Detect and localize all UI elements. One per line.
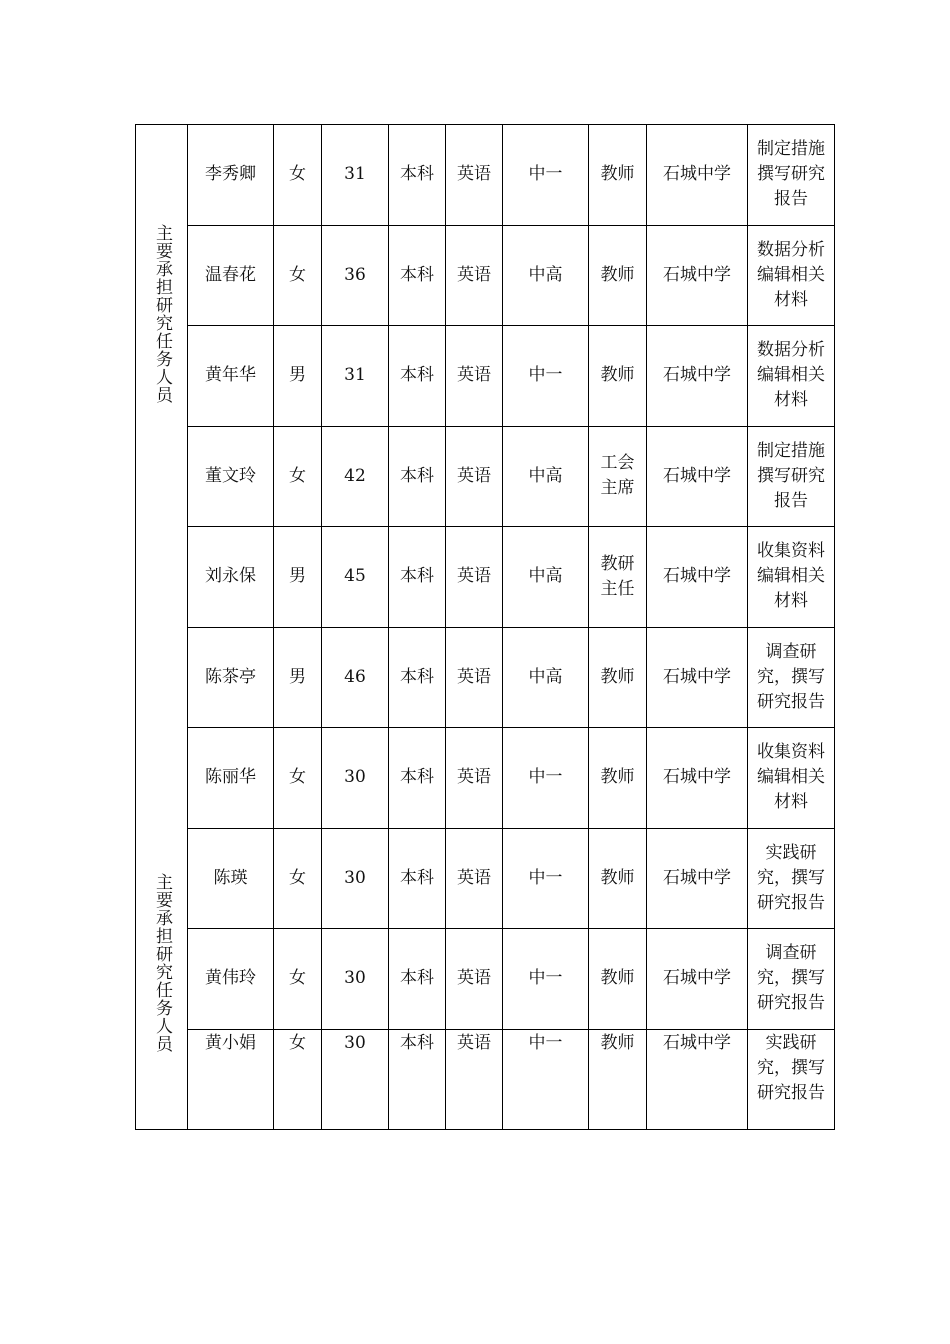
- education-cell: [389, 326, 446, 427]
- school-text: 石城中学: [663, 264, 731, 285]
- name-cell: [188, 225, 274, 326]
- age-text: 30: [344, 968, 366, 989]
- education-text: 本科: [400, 666, 434, 687]
- side-label-cell: [136, 125, 188, 1130]
- name-cell: [188, 828, 274, 929]
- table-row: [136, 326, 835, 427]
- task-cell: [748, 326, 835, 427]
- school-text: 石城中学: [663, 164, 731, 185]
- gender-cell: [274, 1029, 322, 1130]
- name-text: 陈瑛: [213, 867, 248, 888]
- title-cell: [503, 326, 589, 427]
- age-cell: [322, 1029, 389, 1130]
- gender-text: 女: [289, 264, 306, 285]
- title-cell: [503, 929, 589, 1030]
- school-cell: [647, 828, 748, 929]
- title-text: 中高: [528, 264, 563, 285]
- school-cell: [647, 125, 748, 226]
- school-text: 石城中学: [663, 867, 731, 888]
- age-cell: [322, 326, 389, 427]
- position-cell: [589, 728, 647, 829]
- age-cell: [322, 527, 389, 628]
- position-text: 教师: [600, 867, 635, 888]
- school-cell: [647, 527, 748, 628]
- subject-text: 英语: [457, 666, 491, 687]
- name-cell: [188, 1029, 274, 1130]
- school-cell: [647, 225, 748, 326]
- school-text: 石城中学: [663, 1032, 731, 1053]
- age-text: 31: [344, 365, 366, 386]
- task-text: 调查研究，撰写研究报告: [757, 943, 825, 1014]
- task-text: 实践研究，撰写研究报告: [757, 842, 825, 913]
- position-cell: [589, 326, 647, 427]
- table-row: [136, 225, 835, 326]
- subject-cell: [446, 728, 503, 829]
- title-cell: [503, 125, 589, 226]
- task-text: 制定措施撰写研究报告: [757, 440, 825, 511]
- subject-cell: [446, 828, 503, 929]
- position-cell: [589, 1029, 647, 1130]
- gender-cell: [274, 125, 322, 226]
- gender-cell: [274, 326, 322, 427]
- table-row: [136, 527, 835, 628]
- education-cell: [389, 828, 446, 929]
- age-text: 30: [344, 1032, 366, 1053]
- position-cell: [589, 125, 647, 226]
- education-text: 本科: [400, 365, 434, 386]
- gender-text: 女: [289, 968, 306, 989]
- name-cell: [188, 929, 274, 1030]
- name-text: 陈丽华: [205, 767, 256, 788]
- table-body: [136, 125, 835, 1130]
- gender-text: 女: [289, 867, 306, 888]
- task-cell: [748, 426, 835, 527]
- gender-text: 女: [289, 767, 306, 788]
- task-cell: [748, 527, 835, 628]
- name-text: 董文玲: [205, 465, 256, 486]
- name-cell: [188, 326, 274, 427]
- age-text: 30: [344, 767, 366, 788]
- side-label: 主要承担研究任务人员: [152, 873, 172, 1053]
- name-text: 黄小娟: [205, 1032, 256, 1053]
- school-text: 石城中学: [663, 968, 731, 989]
- subject-text: 英语: [457, 1032, 491, 1053]
- gender-cell: [274, 225, 322, 326]
- table-row: [136, 125, 835, 226]
- task-text: 调查研究，撰写研究报告: [757, 641, 825, 712]
- gender-cell: [274, 527, 322, 628]
- school-cell: [647, 728, 748, 829]
- age-cell: [322, 728, 389, 829]
- subject-cell: [446, 326, 503, 427]
- school-cell: [647, 627, 748, 728]
- side-label: 主要承担研究任务人员: [152, 224, 172, 404]
- subject-cell: [446, 225, 503, 326]
- title-text: 中一: [528, 968, 563, 989]
- gender-cell: [274, 828, 322, 929]
- education-text: 本科: [400, 767, 434, 788]
- gender-text: 女: [289, 164, 306, 185]
- position-text: 教师: [600, 968, 635, 989]
- title-text: 中高: [528, 465, 563, 486]
- position-cell: [589, 527, 647, 628]
- title-cell: [503, 225, 589, 326]
- task-cell: [748, 225, 835, 326]
- position-cell: [589, 828, 647, 929]
- school-cell: [647, 1029, 748, 1130]
- school-text: 石城中学: [663, 566, 731, 587]
- position-text: 教师: [600, 164, 635, 185]
- school-text: 石城中学: [663, 365, 731, 386]
- gender-text: 女: [289, 465, 306, 486]
- subject-text: 英语: [457, 867, 491, 888]
- task-text: 实践研究，撰写研究报告: [757, 1032, 825, 1103]
- table-row: [136, 1029, 835, 1130]
- task-cell: [748, 728, 835, 829]
- table-row: [136, 627, 835, 728]
- name-text: 黄年华: [205, 365, 256, 386]
- task-text: 数据分析编辑相关材料: [757, 239, 825, 310]
- gender-text: 男: [289, 566, 306, 587]
- position-text: 教研主任: [600, 553, 635, 599]
- table-row: [136, 426, 835, 527]
- title-text: 中高: [528, 666, 563, 687]
- education-cell: [389, 125, 446, 226]
- gender-text: 女: [289, 1032, 306, 1053]
- education-text: 本科: [400, 264, 434, 285]
- title-text: 中一: [528, 1032, 563, 1053]
- school-text: 石城中学: [663, 767, 731, 788]
- position-text: 教师: [600, 767, 635, 788]
- table-row: [136, 728, 835, 829]
- subject-text: 英语: [457, 566, 491, 587]
- subject-text: 英语: [457, 968, 491, 989]
- age-text: 45: [344, 566, 366, 587]
- name-text: 温春花: [205, 264, 256, 285]
- school-text: 石城中学: [663, 465, 731, 486]
- position-text: 教师: [600, 264, 635, 285]
- age-text: 46: [344, 666, 366, 687]
- subject-text: 英语: [457, 465, 491, 486]
- subject-cell: [446, 929, 503, 1030]
- age-cell: [322, 125, 389, 226]
- name-cell: [188, 426, 274, 527]
- age-text: 31: [344, 164, 366, 185]
- task-text: 收集资料编辑相关材料: [757, 742, 825, 813]
- education-text: 本科: [400, 465, 434, 486]
- school-text: 石城中学: [663, 666, 731, 687]
- gender-cell: [274, 627, 322, 728]
- age-cell: [322, 929, 389, 1030]
- name-cell: [188, 627, 274, 728]
- education-text: 本科: [400, 968, 434, 989]
- staff-table: [135, 124, 835, 1130]
- task-cell: [748, 125, 835, 226]
- education-cell: [389, 225, 446, 326]
- name-text: 李秀卿: [205, 164, 256, 185]
- age-cell: [322, 426, 389, 527]
- subject-text: 英语: [457, 365, 491, 386]
- name-text: 黄伟玲: [205, 968, 256, 989]
- title-text: 中高: [528, 566, 563, 587]
- title-cell: [503, 1029, 589, 1130]
- position-cell: [589, 627, 647, 728]
- position-cell: [589, 426, 647, 527]
- name-text: 陈茶亭: [205, 666, 256, 687]
- title-cell: [503, 728, 589, 829]
- school-cell: [647, 326, 748, 427]
- subject-text: 英语: [457, 264, 491, 285]
- education-cell: [389, 728, 446, 829]
- subject-text: 英语: [457, 767, 491, 788]
- school-cell: [647, 426, 748, 527]
- task-text: 制定措施撰写研究报告: [757, 139, 825, 210]
- position-text: 教师: [600, 666, 635, 687]
- table-row: [136, 828, 835, 929]
- age-cell: [322, 225, 389, 326]
- education-cell: [389, 527, 446, 628]
- education-text: 本科: [400, 164, 434, 185]
- position-text: 教师: [600, 1032, 635, 1053]
- name-cell: [188, 125, 274, 226]
- table-row: [136, 929, 835, 1030]
- subject-cell: [446, 627, 503, 728]
- title-cell: [503, 426, 589, 527]
- title-cell: [503, 828, 589, 929]
- position-text: 工会主席: [600, 453, 635, 499]
- task-cell: [748, 828, 835, 929]
- subject-cell: [446, 527, 503, 628]
- education-cell: [389, 426, 446, 527]
- title-text: 中一: [528, 867, 563, 888]
- task-text: 数据分析编辑相关材料: [757, 340, 825, 411]
- side-label-wrap: [136, 125, 187, 1129]
- subject-text: 英语: [457, 164, 491, 185]
- age-text: 42: [344, 465, 366, 486]
- age-cell: [322, 828, 389, 929]
- gender-cell: [274, 426, 322, 527]
- subject-cell: [446, 125, 503, 226]
- title-cell: [503, 527, 589, 628]
- position-cell: [589, 225, 647, 326]
- title-cell: [503, 627, 589, 728]
- name-text: 刘永保: [205, 566, 256, 587]
- name-cell: [188, 527, 274, 628]
- position-cell: [589, 929, 647, 1030]
- position-text: 教师: [600, 365, 635, 386]
- subject-cell: [446, 1029, 503, 1130]
- education-cell: [389, 627, 446, 728]
- title-text: 中一: [528, 767, 563, 788]
- education-text: 本科: [400, 1032, 434, 1053]
- gender-text: 男: [289, 666, 306, 687]
- name-cell: [188, 728, 274, 829]
- age-text: 36: [344, 264, 366, 285]
- task-cell: [748, 929, 835, 1030]
- task-cell: [748, 1029, 835, 1130]
- title-text: 中一: [528, 164, 563, 185]
- task-cell: [748, 627, 835, 728]
- title-text: 中一: [528, 365, 563, 386]
- subject-cell: [446, 426, 503, 527]
- gender-cell: [274, 728, 322, 829]
- gender-text: 男: [289, 365, 306, 386]
- school-cell: [647, 929, 748, 1030]
- age-cell: [322, 627, 389, 728]
- age-text: 30: [344, 867, 366, 888]
- education-text: 本科: [400, 566, 434, 587]
- task-text: 收集资料编辑相关材料: [757, 541, 825, 612]
- gender-cell: [274, 929, 322, 1030]
- education-text: 本科: [400, 867, 434, 888]
- education-cell: [389, 929, 446, 1030]
- education-cell: [389, 1029, 446, 1130]
